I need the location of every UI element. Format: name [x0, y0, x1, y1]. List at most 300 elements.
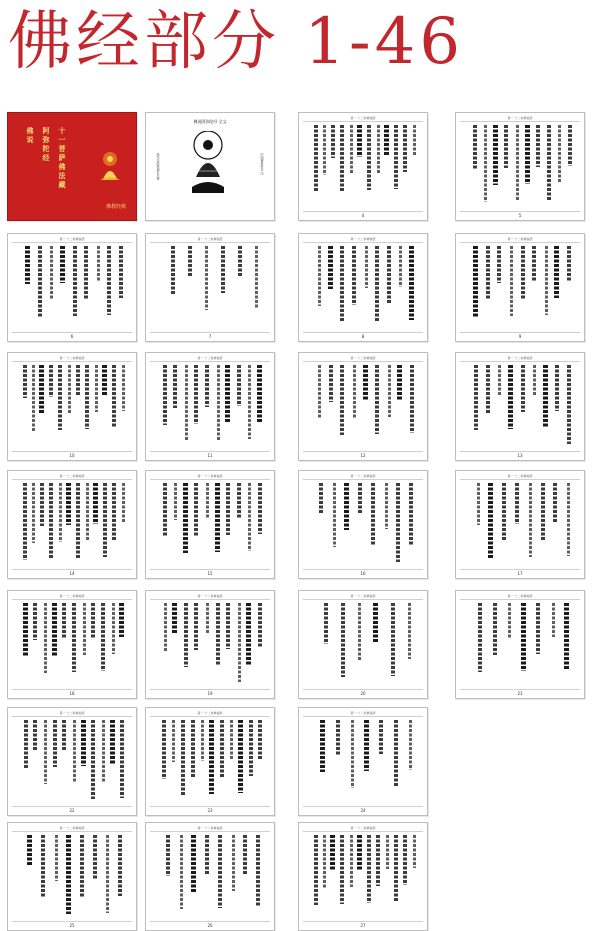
header-rule	[460, 361, 580, 362]
text-column	[328, 246, 333, 289]
header-rule	[150, 831, 270, 832]
text-column	[93, 483, 98, 524]
footer-rule	[303, 211, 423, 212]
page-number: 13	[517, 453, 523, 458]
text-column	[473, 246, 478, 317]
text-column	[191, 720, 195, 778]
text-column	[376, 835, 380, 886]
page-header: 第一 十二卷佛说经	[350, 474, 376, 478]
text-columns	[462, 483, 578, 566]
text-column	[55, 835, 58, 881]
text-column	[474, 365, 478, 430]
frontispiece-title: 佛说阿弥陀经 全文	[193, 119, 227, 124]
text-column	[344, 483, 349, 530]
footer-rule	[460, 332, 580, 333]
text-column	[373, 603, 378, 643]
text-column	[166, 835, 170, 876]
text-column	[72, 603, 76, 672]
text-column	[38, 246, 42, 317]
page-thumb[interactable]	[145, 470, 275, 579]
text-column	[62, 603, 66, 639]
text-column	[394, 125, 398, 189]
text-column	[486, 246, 490, 300]
text-column	[498, 365, 501, 396]
page-thumb-frontispiece[interactable]	[145, 112, 275, 221]
header-rule	[150, 599, 270, 600]
text-column	[73, 246, 77, 316]
page-thumb[interactable]	[145, 233, 275, 342]
text-column	[68, 365, 71, 413]
header-rule	[12, 831, 132, 832]
text-column	[81, 720, 86, 766]
footer-rule	[303, 689, 423, 690]
text-column	[73, 720, 76, 783]
text-column	[122, 483, 125, 523]
text-column	[32, 365, 35, 431]
footer-rule	[150, 332, 270, 333]
page-thumb[interactable]	[298, 822, 428, 931]
text-column	[377, 125, 380, 173]
text-columns	[152, 483, 268, 566]
header-rule	[303, 121, 423, 122]
page-header: 第一 十二卷佛说经	[59, 237, 85, 241]
page-header: 第一 十二卷佛说经	[350, 594, 376, 598]
text-column	[39, 365, 44, 414]
page-header: 第一 十二卷佛说经	[507, 594, 533, 598]
text-column	[33, 603, 37, 640]
text-column	[477, 483, 480, 525]
header-rule	[303, 361, 423, 362]
text-column	[257, 365, 262, 422]
text-column	[119, 603, 124, 637]
text-column	[194, 483, 198, 536]
text-column	[49, 365, 53, 397]
text-column	[246, 603, 251, 665]
text-column	[248, 483, 251, 551]
text-column	[107, 246, 111, 315]
text-column	[510, 246, 513, 316]
page-header: 第一 十二卷佛说经	[350, 237, 376, 241]
footer-rule	[460, 689, 580, 690]
page-thumb[interactable]	[298, 112, 428, 221]
page-thumb[interactable]	[455, 352, 585, 461]
text-column	[205, 246, 208, 310]
text-column	[106, 835, 109, 913]
page-header: 第一 十二卷佛说经	[59, 826, 85, 830]
book-cover[interactable]	[7, 112, 137, 221]
page-thumb[interactable]	[7, 470, 137, 579]
text-columns	[305, 246, 421, 329]
footer-rule	[303, 569, 423, 570]
text-column	[110, 720, 115, 765]
text-column	[502, 483, 506, 541]
text-column	[216, 603, 220, 666]
text-column	[330, 835, 335, 871]
header-rule	[150, 716, 270, 717]
text-columns	[305, 365, 421, 448]
text-column	[536, 125, 540, 167]
text-column	[367, 125, 371, 190]
page-thumb[interactable]	[455, 470, 585, 579]
text-column	[194, 365, 198, 424]
text-column	[384, 125, 389, 156]
text-column	[387, 246, 391, 304]
page-thumb[interactable]	[298, 352, 428, 461]
text-columns	[305, 720, 421, 803]
text-column	[172, 720, 175, 762]
text-column	[188, 246, 192, 277]
page-thumb[interactable]	[145, 590, 275, 699]
text-column	[225, 365, 230, 423]
text-column	[336, 720, 340, 755]
page-number: 8	[361, 334, 365, 339]
page-thumb[interactable]	[455, 233, 585, 342]
text-column	[25, 246, 30, 284]
text-column	[504, 125, 508, 168]
text-columns	[305, 835, 421, 918]
text-column	[552, 603, 555, 637]
text-column	[41, 835, 45, 898]
text-column	[205, 365, 209, 407]
buddha-figure-icon	[188, 131, 228, 195]
text-column	[486, 365, 490, 413]
text-column	[488, 483, 493, 558]
text-column	[238, 720, 243, 793]
text-column	[568, 125, 572, 166]
text-columns	[14, 835, 130, 918]
text-column	[314, 125, 318, 192]
text-column	[258, 483, 262, 534]
text-column	[191, 835, 196, 892]
page-thumb[interactable]	[455, 590, 585, 699]
text-columns	[14, 603, 130, 686]
text-column	[508, 603, 511, 638]
text-column	[545, 246, 548, 315]
text-column	[238, 246, 242, 276]
text-column	[350, 835, 353, 887]
text-column	[403, 835, 407, 885]
text-columns	[152, 835, 268, 918]
text-column	[473, 125, 477, 169]
text-column	[118, 835, 122, 896]
page-number: 7	[208, 334, 212, 339]
text-column	[410, 365, 414, 433]
text-column	[174, 483, 177, 520]
text-column	[386, 835, 389, 869]
footer-rule	[12, 451, 132, 452]
text-column	[215, 483, 220, 552]
text-column	[567, 483, 570, 556]
page-thumb[interactable]	[7, 822, 137, 931]
text-column	[340, 125, 344, 191]
footer-rule	[12, 332, 132, 333]
text-columns	[152, 603, 268, 686]
text-column	[543, 365, 548, 428]
text-column	[533, 365, 536, 395]
header-rule	[460, 479, 580, 480]
text-column	[258, 603, 262, 648]
text-column	[320, 720, 325, 772]
page-thumb[interactable]	[298, 707, 428, 816]
page-header: 第一 十二卷佛说经	[197, 826, 223, 830]
header-rule	[150, 479, 270, 480]
page-number: 20	[360, 691, 366, 696]
page-number: 6	[70, 334, 74, 339]
header-rule	[460, 242, 580, 243]
text-columns	[305, 603, 421, 686]
text-column	[408, 603, 411, 659]
text-column	[521, 246, 525, 299]
text-column	[532, 246, 536, 282]
page-header: 第一 十二卷佛说经	[197, 356, 223, 360]
text-column	[163, 483, 167, 537]
text-column	[385, 483, 388, 529]
text-column	[23, 603, 28, 657]
text-column	[255, 246, 258, 309]
page-number: 4	[361, 213, 365, 218]
text-column	[180, 835, 183, 909]
text-column	[112, 365, 116, 428]
text-column	[23, 365, 27, 398]
text-column	[323, 835, 326, 888]
text-column	[318, 246, 321, 306]
header-rule	[150, 361, 270, 362]
page-thumb[interactable]	[7, 707, 137, 816]
text-column	[101, 603, 105, 671]
text-column	[388, 365, 391, 417]
text-column	[340, 365, 344, 435]
page-thumb[interactable]	[298, 233, 428, 342]
text-column	[243, 835, 247, 874]
text-column	[396, 483, 400, 562]
text-column	[184, 603, 188, 667]
text-column	[194, 603, 198, 650]
text-column	[86, 483, 89, 541]
text-column	[201, 720, 204, 761]
text-column	[237, 365, 241, 406]
text-column	[323, 125, 326, 175]
text-column	[66, 835, 71, 914]
header-rule	[12, 716, 132, 717]
page-thumb[interactable]	[298, 590, 428, 699]
page-number: 5	[518, 213, 522, 218]
text-column	[258, 720, 262, 759]
text-column	[40, 483, 44, 526]
page-header: 第一 十二卷佛说经	[59, 474, 85, 478]
page-thumb[interactable]	[7, 233, 137, 342]
text-column	[529, 483, 532, 557]
page-number: 21	[517, 691, 523, 696]
page-thumb[interactable]	[145, 822, 275, 931]
text-column	[508, 365, 513, 429]
footer-rule	[12, 806, 132, 807]
text-column	[547, 125, 551, 200]
text-column	[103, 483, 107, 557]
page-thumb[interactable]	[7, 590, 137, 699]
text-column	[220, 720, 224, 777]
text-column	[409, 720, 412, 770]
footer-rule	[12, 689, 132, 690]
header-rule	[460, 121, 580, 122]
text-column	[164, 603, 167, 651]
text-columns	[462, 603, 578, 686]
page-header: 第一 十二卷佛说经	[507, 116, 533, 120]
text-column	[365, 246, 368, 288]
text-columns	[14, 365, 130, 448]
footer-rule	[150, 806, 270, 807]
text-column	[554, 246, 559, 298]
text-column	[364, 720, 369, 771]
page-number: 17	[517, 571, 523, 576]
text-column	[181, 720, 185, 795]
header-rule	[460, 599, 580, 600]
text-column	[318, 365, 321, 419]
text-column	[226, 603, 230, 649]
text-column	[333, 483, 336, 547]
text-column	[357, 835, 362, 870]
page-number: 24	[360, 808, 366, 813]
text-column	[33, 720, 37, 751]
text-column	[209, 720, 214, 794]
frontispiece-caption-left: 南无本师释迦牟尼佛	[156, 153, 160, 180]
text-column	[493, 603, 497, 655]
text-column	[409, 246, 414, 320]
text-column	[163, 365, 167, 425]
text-column	[102, 365, 107, 395]
text-columns	[14, 246, 130, 329]
text-column	[329, 365, 333, 402]
text-column	[564, 603, 569, 670]
text-column	[413, 835, 416, 868]
text-column	[112, 483, 116, 540]
footer-rule	[303, 332, 423, 333]
header-rule	[303, 599, 423, 600]
frontispiece-caption-right: 中国佛教协会 印	[260, 153, 264, 175]
text-column	[521, 365, 525, 412]
text-column	[394, 835, 398, 902]
text-column	[567, 365, 571, 444]
text-column	[185, 365, 188, 441]
page-thumb[interactable]	[145, 707, 275, 816]
text-column	[232, 835, 235, 891]
text-column	[358, 483, 362, 513]
text-column	[484, 125, 487, 202]
page-header: 第一 十二卷佛说经	[197, 237, 223, 241]
text-column	[95, 365, 98, 412]
text-column	[52, 603, 57, 656]
text-column	[375, 246, 379, 321]
page-thumb[interactable]	[145, 352, 275, 461]
text-column	[375, 365, 379, 434]
footer-rule	[150, 569, 270, 570]
page-header: 第一 十二卷佛说经	[197, 711, 223, 715]
page-number: 10	[69, 453, 75, 458]
text-column	[218, 835, 222, 908]
page-thumb[interactable]	[455, 112, 585, 221]
text-columns	[14, 720, 130, 803]
text-column	[120, 720, 124, 798]
page-thumb[interactable]	[298, 470, 428, 579]
text-column	[80, 835, 84, 897]
text-columns	[152, 365, 268, 448]
header-rule	[303, 716, 423, 717]
text-column	[379, 720, 383, 754]
header-rule	[12, 479, 132, 480]
text-column	[409, 483, 413, 545]
text-column	[53, 720, 57, 767]
text-columns	[305, 483, 421, 566]
page-number: 22	[69, 808, 75, 813]
text-column	[371, 483, 375, 546]
page-header: 第一 十二卷佛说经	[350, 116, 376, 120]
text-column	[206, 483, 209, 519]
text-column	[541, 483, 545, 540]
text-column	[44, 603, 47, 673]
page-header: 第一 十二卷佛说经	[507, 356, 533, 360]
text-column	[76, 483, 80, 558]
page-number: 15	[207, 571, 213, 576]
footer-rule	[460, 211, 580, 212]
page-number: 23	[207, 808, 213, 813]
footer-rule	[150, 689, 270, 690]
text-column	[221, 246, 225, 293]
text-column	[555, 365, 559, 411]
text-column	[553, 483, 557, 523]
text-column	[112, 603, 115, 654]
text-column	[162, 720, 166, 779]
footer-rule	[12, 921, 132, 922]
buddha-icon	[98, 151, 122, 181]
page-number: 26	[207, 923, 213, 928]
text-column	[84, 246, 88, 299]
text-column	[93, 835, 97, 880]
text-column	[331, 125, 335, 158]
footer-rule	[303, 806, 423, 807]
text-column	[83, 603, 86, 655]
header-rule	[150, 242, 270, 243]
page-header: 第一 十二卷佛说经	[507, 237, 533, 241]
text-column	[340, 246, 344, 322]
text-column	[340, 835, 344, 904]
text-column	[91, 720, 95, 799]
page-thumb[interactable]	[7, 352, 137, 461]
page-number: 12	[360, 453, 366, 458]
cover-seal: 佛教经典	[105, 204, 126, 210]
text-column	[363, 365, 368, 401]
text-column	[119, 246, 123, 298]
text-column	[478, 603, 482, 672]
text-column	[249, 720, 253, 776]
text-column	[521, 603, 526, 671]
text-column	[558, 125, 561, 183]
page-header: 第一 十二卷佛说经	[350, 356, 376, 360]
page-number: 18	[69, 691, 75, 696]
text-column	[59, 483, 62, 542]
text-column	[122, 365, 125, 411]
page-number: 27	[360, 923, 366, 928]
text-column	[358, 603, 361, 660]
text-column	[230, 720, 233, 760]
cover-title-3: 佛说	[26, 127, 35, 145]
text-column	[183, 483, 188, 553]
text-column	[248, 365, 251, 439]
text-column	[62, 720, 66, 750]
footer-rule	[303, 921, 423, 922]
page-number: 14	[69, 571, 75, 576]
page-header: 第一 十二卷佛说经	[59, 711, 85, 715]
text-column	[536, 603, 540, 654]
text-column	[367, 835, 371, 903]
